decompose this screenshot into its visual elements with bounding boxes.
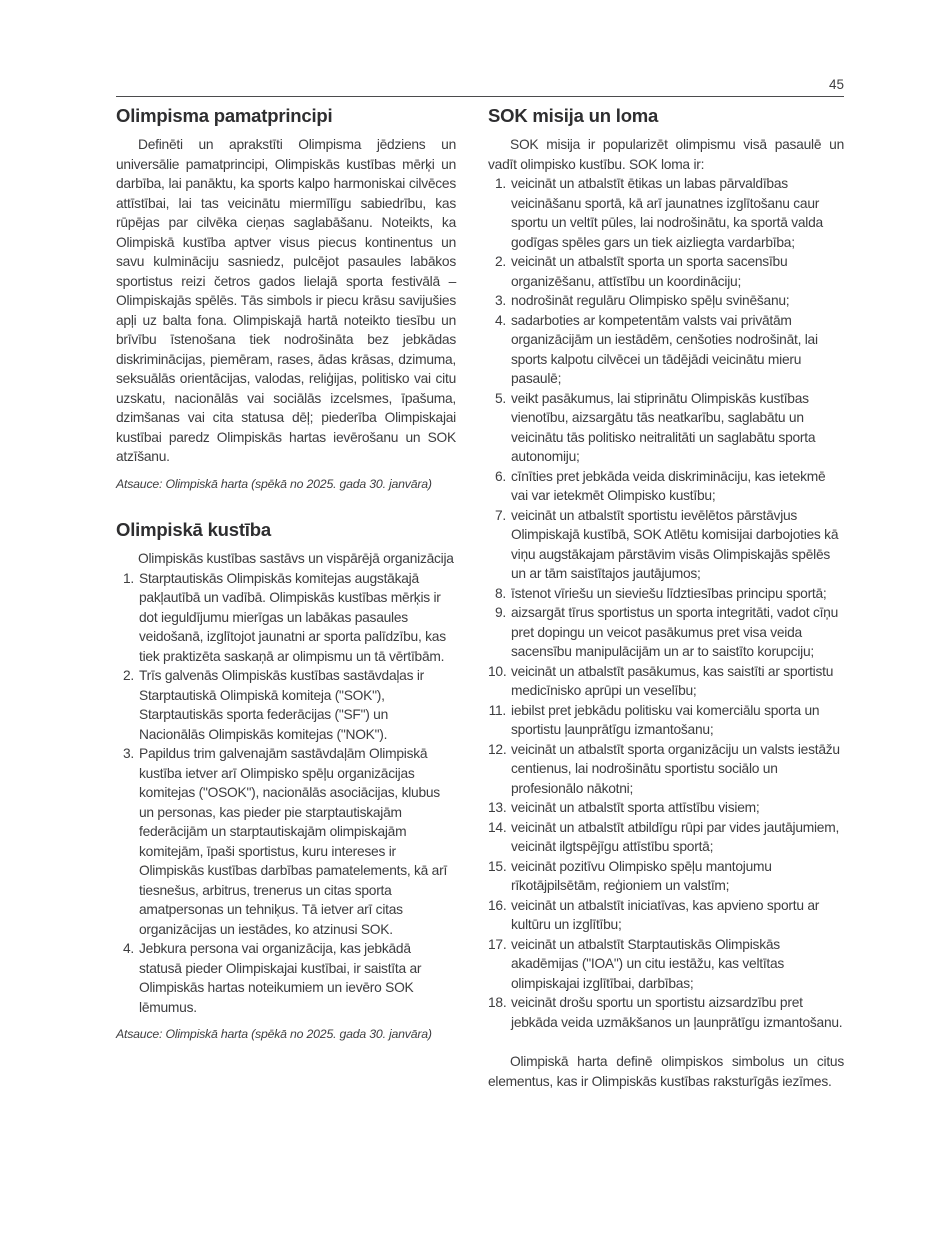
- mission-list: [488, 174, 844, 1032]
- mission-list-item: veicināt un atbalstīt pasākumus, kas saistīti ar sportistu medicīnisko aprūpi un veselību;: [511, 663, 834, 699]
- header-rule: [116, 96, 844, 97]
- movement-intro: Olimpiskās kustības sastāvs un vispārējā organizācija: [138, 551, 454, 567]
- mission-list-item: veicināt un atbalstīt sportistu ievēlētos pārstāvjus Olimpiskajā kustībā, SOK Atlētu komisijai darbojoties kā viņu augstākajam pārstāvim visās Olimpiskajās spēlēs un ar tām saistītajos jautājumos;: [511, 507, 839, 582]
- mission-list-item: veicināt un atbalstīt ētikas un labas pārvaldības veicināšanu sportā, kā arī jaunatnes izglītošanu caur sportu un veltīt pūles, lai nodrošinātu, ka sportā valda godīgas spēles gars un tiek aizliegta vardarbība;: [511, 176, 823, 250]
- section-heading-principles: Olimpisma pamatprincipi: [116, 105, 333, 126]
- movement-list-item: Trīs galvenās Olimpiskās kustības sastāvdaļas ir Starptautiskā Olimpiskā komiteja ("SOK"), Starptautiskās sporta federācijas ("SF") un Nacionālās Olimpiskās komitejas ("NOK").: [139, 668, 424, 742]
- mission-intro: SOK misija ir popularizēt olimpismu visā pasaulē un vadīt olimpisko kustību. SOK loma ir:: [488, 137, 844, 172]
- page-number: 45: [828, 77, 844, 92]
- mission-list-item: veikt pasākumus, lai stiprinātu Olimpiskās kustības vienotību, aizsargātu tās neatkarību, saglabātu un veicinātu tās politisko neitralitāti un saglabātu sporta autonomiju;: [511, 390, 816, 465]
- principles-paragraph: Definēti un aprakstīti Olimpisma jēdziens un universālie pamatprincipi, Olimpiskās kustības mērķi un darbība, lai panāktu, ka sports kalpo harmoniskai cilvēces attīstībai, lai tas veicinātu miermīlīgu sabiedrību, kas rūpējas par cilvēka cieņas saglabāšanu. Noteikts, ka Olimpiskā kustība aptver visus piecus kontinentus un savu kulmināciju sasniedz, pulcējot pasaules labākos sportistus reizi četros gados lielajā sporta festivālā – Olimpiskajās spēlēs. Tās simbols ir piecu krāsu savijušies apļi uz balta fona. Olimpiskajā hartā noteikto tiesību un brīvību īstenošana tiek nodrošināta bez jebkādas diskriminācijas, piemēram, rases, ādas krāsas, dzimuma, seksuālās orientācijas, valodas, reliģijas, politisko vai citu uzskatu, nacionālās vai sociālās izcelsmes, īpašuma, dzimšanas vai cita statusa dēļ; piederība Olimpiskajai kustībai paredz Olimpiskās hartas ievērošanu un SOK atzīšanu.: [116, 137, 456, 465]
- mission-list-item: nodrošināt regulāru Olimpisko spēļu svinēšanu;: [511, 293, 790, 309]
- movement-list: [116, 569, 456, 1018]
- section-ioc-mission: [488, 105, 844, 1091]
- movement-reference-note: Atsauce: Olimpiskā harta (spēkā no 2025. gada 30. janvāra): [116, 1027, 432, 1042]
- mission-list-item: veicināt un atbalstīt iniciatīvas, kas apvieno sportu ar kultūru un izglītību;: [511, 897, 820, 933]
- mission-list-item: sadarboties ar kompetentām valsts vai privātām organizācijām un iestādēm, cenšoties nodrošināt, lai sports kalpotu cilvēcei un tādējādi veicinātu mieru pasaulē;: [511, 312, 818, 387]
- mission-list-item: īstenot vīriešu un sieviešu līdztiesības principu sportā;: [511, 585, 827, 601]
- mission-list-item: veicināt un atbalstīt sporta attīstību visiem;: [511, 800, 760, 816]
- section-heading-movement: Olimpiskā kustība: [116, 518, 271, 540]
- mission-list-item: veicināt un atbalstīt Starptautiskās Olimpiskās akadēmijas ("IOA") un citu iestāžu, kas veltītas olimpiskajai izglītībai, darbības;: [511, 936, 785, 991]
- content-columns: [116, 105, 844, 1091]
- movement-list-item: Papildus trim galvenajām sastāvdaļām Olimpiskā kustība ietver arī Olimpisko spēļu organizācijas komitejas ("OSOK"), nacionālās asociācijas, klubus un personas, kas pieder pie starptautiskajām federācijām un starptautiskajām olimpiskajām komitejām, īpaši sportistus, kuru intereses ir Olimpiskās kustības darbības pamatelements, kā arī tiesnešus, arbitrus, trenerus un citas sporta amatpersonas un tehniķus. Tā ietver arī citas organizācijas un iestādes, ko atzinusi SOK.: [139, 746, 448, 937]
- section-heading-mission: SOK misija un loma: [488, 105, 659, 126]
- movement-list-item: Jebkura persona vai organizācija, kas jebkādā statusā pieder Olimpiskajai kustībai, ir saistīta ar Olimpiskās hartas noteikumiem un ievēro SOK lēmumus.: [139, 941, 422, 1015]
- mission-list-item: iebilst pret jebkādu politisku vai komerciālu sporta un sportistu ļaunprātīgu izmantošanu;: [511, 702, 820, 738]
- mission-list-item: cīnīties pret jebkāda veida diskrimināciju, kas ietekmē vai var ietekmēt Olimpisko kustību;: [511, 468, 826, 504]
- left-column: [116, 105, 456, 1091]
- mission-list-item: veicināt un atbalstīt atbildīgu rūpi par vides jautājumiem, veicināt ilgtspējīgu attīstību sportā;: [511, 819, 840, 855]
- mission-closing-paragraph: Olimpiskā harta definē olimpiskos simbolus un citus elementus, kas ir Olimpiskās kustības raksturīgās iezīmes.: [488, 1054, 844, 1089]
- right-column: [488, 105, 844, 1091]
- mission-list-item: veicināt drošu sportu un sportistu aizsardzību pret jebkāda veida uzmākšanos un ļaunprātīgu izmantošanu.: [511, 995, 843, 1030]
- section-olympic-movement: [116, 519, 456, 1042]
- movement-list-item: Starptautiskās Olimpiskās komitejas augstākajā pakļautībā un vadībā. Olimpiskās kustības mērķis ir dot ieguldījumu mierīgas un labākas pasaules veidošanā, izglītojot jaunatni ar sporta palīdzību, kas tiek praktizēta saskaņā ar olimpismu un tā vērtībām.: [139, 570, 446, 664]
- mission-list-item: veicināt un atbalstīt sporta organizāciju un valsts iestāžu centienus, lai nodrošinātu sportistu sociālo un profesionālo nākotni;: [511, 741, 840, 796]
- mission-list-item: veicināt pozitīvu Olimpisko spēļu mantojumu rīkotājpilsētām, reģioniem un valstīm;: [511, 858, 772, 894]
- principles-reference-note: Atsauce: Olimpiskā harta (spēkā no 2025. gada 30. janvāra): [116, 476, 432, 491]
- mission-list-item: veicināt un atbalstīt sporta un sporta sacensību organizēšanu, attīstību un koordināciju;: [511, 254, 788, 289]
- section-olympism-principles: [116, 105, 456, 492]
- mission-list-item: aizsargāt tīrus sportistus un sporta integritāti, vadot cīņu pret dopingu un veicot pasākumus pret visa veida sacensību manipulācijām un ar to saistīto korupciju;: [511, 605, 839, 660]
